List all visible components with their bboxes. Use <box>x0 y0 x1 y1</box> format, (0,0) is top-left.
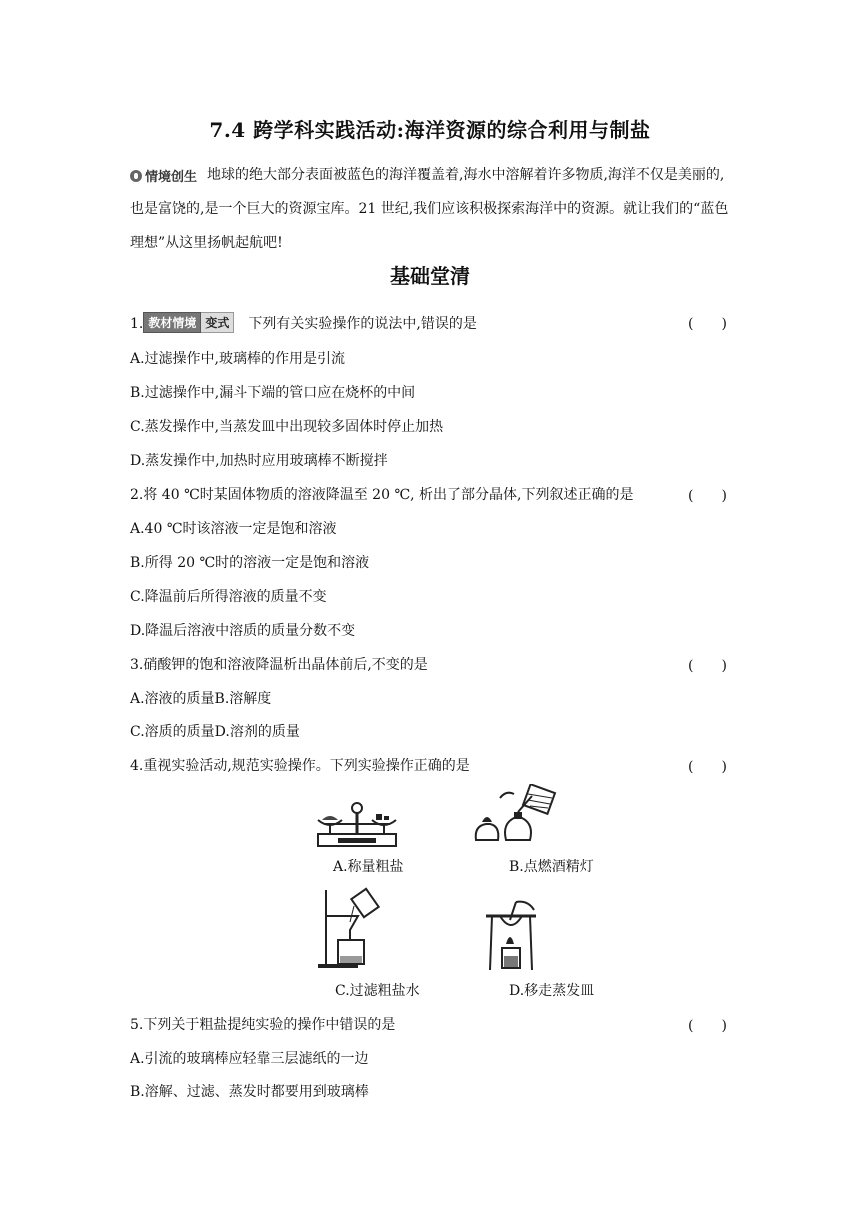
q1-option-d: D.蒸发操作中,加热时应用玻璃棒不断搅拌 <box>130 453 388 469</box>
answer-paren-4: ( ) <box>688 759 727 775</box>
q2-option-d: D.降温后溶液中溶质的质量分数不变 <box>130 623 356 639</box>
answer-paren-3: ( ) <box>688 658 727 674</box>
q1-option-c: C.蒸发操作中,当蒸发皿中出现较多固体时停止加热 <box>130 419 444 435</box>
figure-label-c: C.过滤粗盐水 <box>335 983 420 999</box>
section-title: 基础堂清 <box>390 264 470 288</box>
figure-label-d: D.移走蒸发皿 <box>509 983 595 999</box>
q2-option-a: A.40 ℃时该溶液一定是饱和溶液 <box>130 521 337 537</box>
question-5-stem: 5.下列关于粗盐提纯实验的操作中错误的是 <box>130 1017 396 1033</box>
q1-option-b: B.过滤操作中,漏斗下端的管口应在烧杯的中间 <box>130 385 416 401</box>
question-3-stem: 3.硝酸钾的饱和溶液降温析出晶体前后,不变的是 <box>130 657 428 673</box>
lightbulb-icon <box>130 170 142 182</box>
question-4-stem: 4.重视实验活动,规范实验操作。下列实验操作正确的是 <box>130 758 470 774</box>
q5-option-a: A.引流的玻璃棒应轻靠三层滤纸的一边 <box>130 1051 369 1067</box>
question-1-stem: 1. 教材情境 变式 下列有关实验操作的说法中,错误的是 <box>130 312 477 333</box>
answer-paren-1: ( ) <box>688 316 727 332</box>
q1-option-a: A.过滤操作中,玻璃棒的作用是引流 <box>130 351 346 367</box>
answer-paren-2: ( ) <box>688 488 727 504</box>
q2-option-b: B.所得 20 ℃时的溶液一定是饱和溶液 <box>130 555 370 571</box>
answer-paren-5: ( ) <box>688 1018 727 1034</box>
context-badge: 情境创生 <box>130 161 197 177</box>
context-paragraph <box>130 158 730 260</box>
balance-scale-figure <box>312 796 402 850</box>
alcohol-lamp-figure <box>470 784 562 846</box>
question-2-stem: 2.将 40 ℃时某固体物质的溶液降温至 20 ℃, 析出了部分晶体,下列叙述正确的是 <box>130 487 634 503</box>
figure-label-a: A.称量粗盐 <box>333 859 404 875</box>
textbook-tag: 教材情境 变式 <box>143 312 234 333</box>
page-title: 7.4 跨学科实践活动:海洋资源的综合利用与制盐 <box>209 118 651 142</box>
q3-option-ab: A.溶液的质量B.溶解度 <box>130 691 272 707</box>
evaporating-dish-figure <box>480 900 548 972</box>
figure-label-b: B.点燃酒精灯 <box>509 859 594 875</box>
q3-option-cd: C.溶质的质量D.溶剂的质量 <box>130 724 300 740</box>
filtration-figure <box>314 886 386 970</box>
q2-option-c: C.降温前后所得溶液的质量不变 <box>130 589 327 605</box>
q5-option-b: B.溶解、过滤、蒸发时都要用到玻璃棒 <box>130 1084 369 1100</box>
context-text: 地球的绝大部分表面被蓝色的海洋覆盖着,海水中溶解着许多物质,海洋不仅是美丽的,也是富饶的,是一个巨大的资源宝库。21 世纪,我们应该积极探索海洋中的资源。就让我们的“蓝色理想”从这里扬帆起航吧! <box>130 167 729 251</box>
